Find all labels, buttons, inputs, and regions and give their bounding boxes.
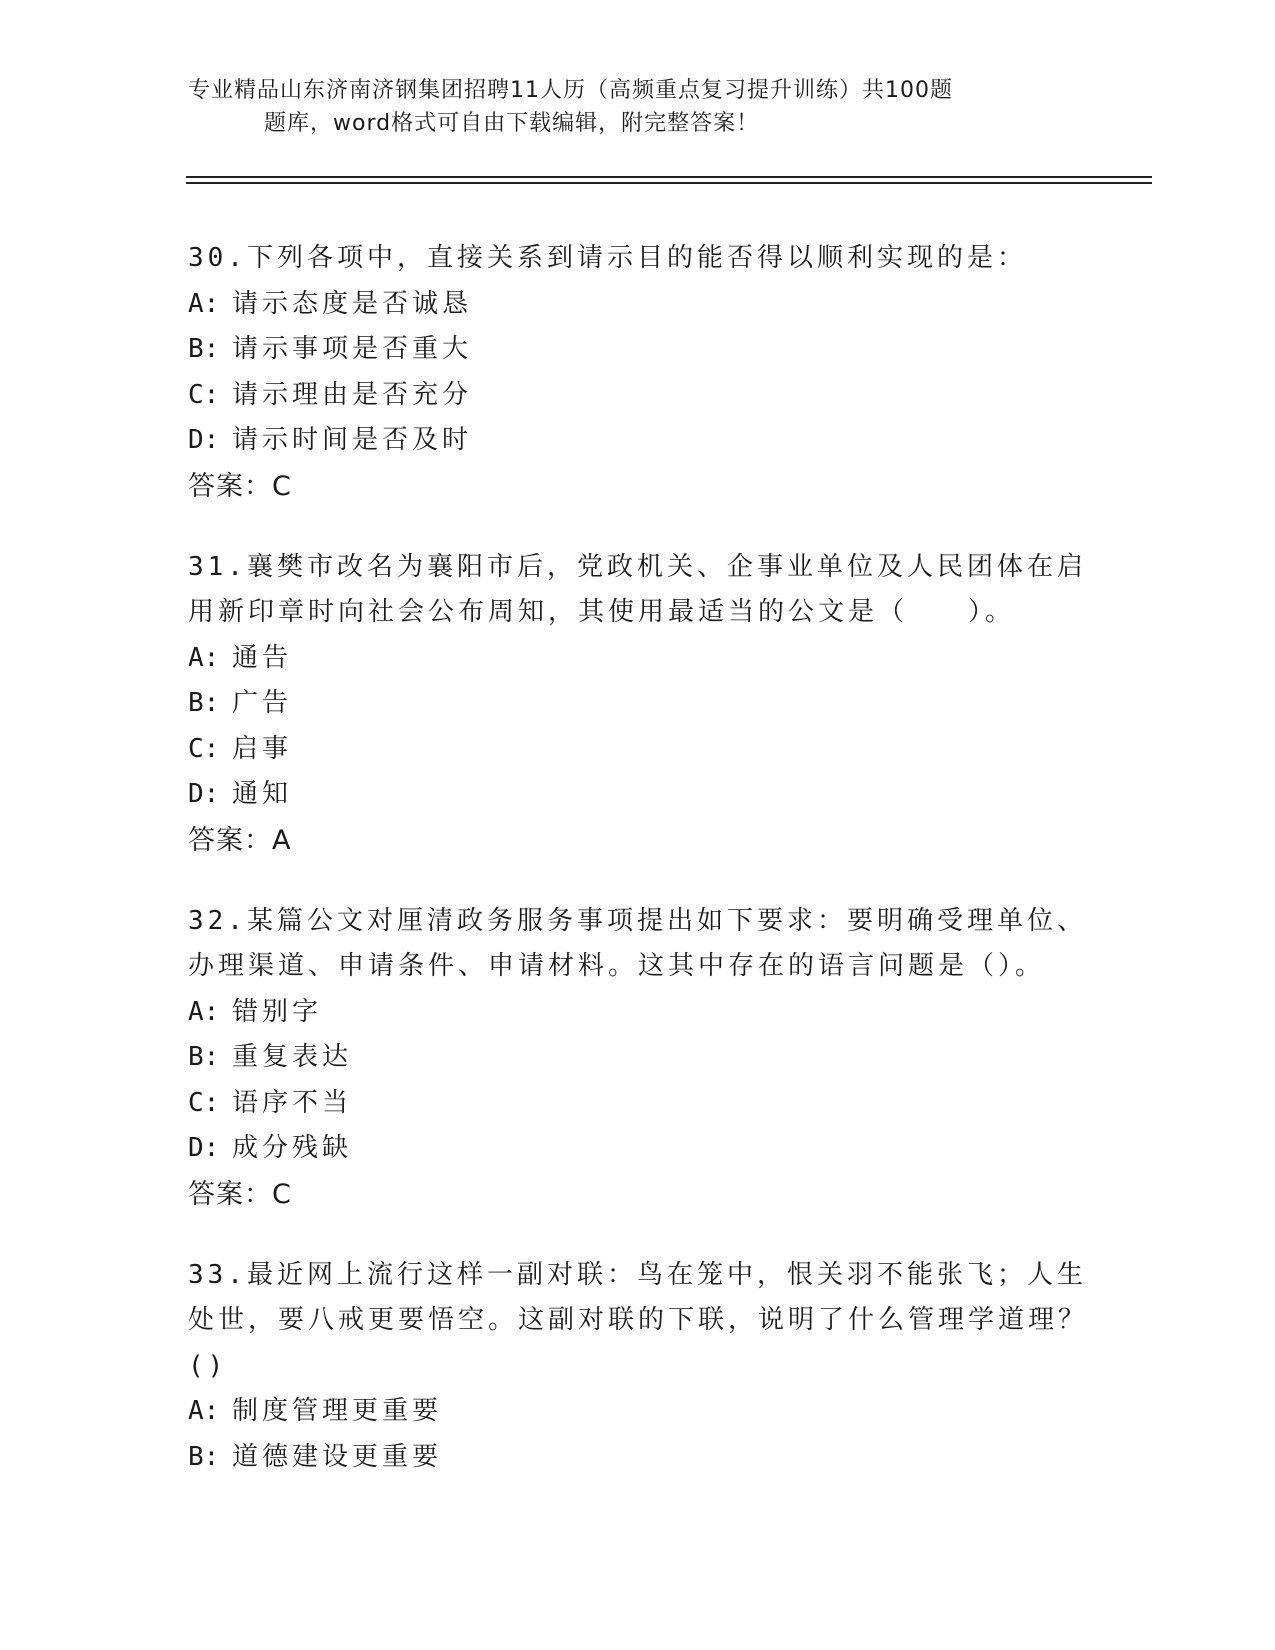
question-33 [188,1253,1088,1481]
option-a [188,1389,1088,1435]
question-text: 30.下列各项中，直接关系到请示目的能否得以顺利实现的是： [188,243,1027,273]
answer-text: 答案：C [188,1178,292,1210]
option-text: 语序不当 [232,1087,353,1118]
option-text: 广告 [232,688,293,718]
answer-text: 答案：C [188,470,292,502]
header-divider-bottom [186,182,1152,184]
option-key: B: [188,334,220,364]
option-text: 启事 [232,733,293,764]
option-text: 通告 [232,642,293,673]
document-header [188,74,1048,140]
header-title-line2: 题库，word格式可自由下载编辑，附完整答案！ [264,111,760,136]
option-key: A: [188,996,220,1027]
answer-text: 答案：A [188,824,292,856]
option-key: C: [188,379,220,410]
question-31 [188,545,1088,863]
option-d [188,1126,1088,1172]
option-b [188,1435,1088,1481]
option-text: 通知 [232,779,293,809]
option-text: 请示事项是否重大 [232,334,473,364]
option-text: 错别字 [232,996,323,1027]
question-32 [188,899,1088,1217]
option-key: D: [188,779,220,809]
option-d [188,418,1088,464]
question-30 [188,236,1088,509]
question-text: 32.某篇公文对厘清政务服务事项提出如下要求：要明确受理单位、办理渠道、申请条件、申请材料。这其中存在的语言问题是（）。 [188,905,1087,981]
option-key: B: [188,688,220,718]
option-text: 请示时间是否及时 [232,425,473,455]
question-text: 33.最近网上流行这样一副对联：鸟在笼中，恨关羽不能张飞；人生处世，要八戒更要悟空。这副对联的下联，说明了什么管理学道理？() [188,1259,1089,1381]
option-a [188,990,1088,1036]
option-text: 成分残缺 [232,1133,353,1163]
option-key: D: [188,1133,220,1163]
option-a [188,282,1088,328]
option-key: A: [188,642,220,673]
option-b [188,327,1088,373]
option-key: B: [188,1042,220,1072]
option-key: D: [188,425,220,455]
option-a [188,636,1088,682]
option-c [188,373,1088,419]
option-c [188,727,1088,773]
option-text: 请示态度是否诚恳 [232,288,473,319]
question-text: 31.襄樊市改名为襄阳市后，党政机关、企事业单位及人民团体在启用新印章时向社会公布周知，其使用最适当的公文是（ ）。 [188,551,1087,627]
option-key: B: [188,1441,220,1472]
option-text: 请示理由是否充分 [232,379,473,410]
option-b [188,681,1088,727]
option-key: A: [188,288,220,319]
option-b [188,1035,1088,1081]
question-list [188,236,1088,1516]
option-text: 重复表达 [232,1042,353,1072]
option-c [188,1081,1088,1127]
option-key: C: [188,1087,220,1118]
option-d [188,772,1088,818]
header-divider-top [186,176,1152,178]
option-text: 制度管理更重要 [232,1396,443,1426]
option-key: A: [188,1396,220,1426]
option-key: C: [188,733,220,764]
header-title-line1: 专业精品山东济南济钢集团招聘11人历（高频重点复习提升训练）共100题 [188,78,953,103]
option-text: 道德建设更重要 [232,1441,443,1472]
